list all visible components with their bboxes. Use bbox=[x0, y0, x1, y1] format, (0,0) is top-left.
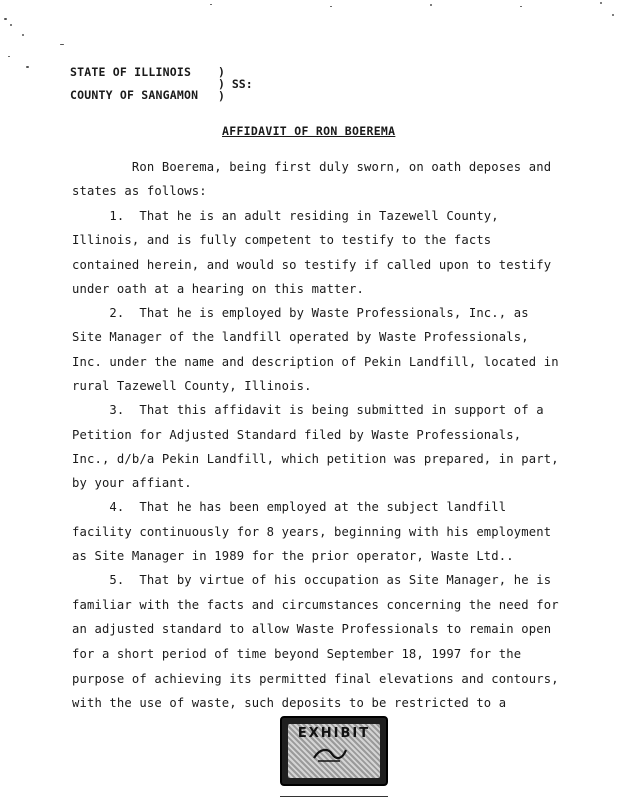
caption-bracket-ss: ) SS: bbox=[218, 77, 253, 91]
body-line: familiar with the facts and circumstances concerning the need for bbox=[72, 598, 559, 612]
state-caption: STATE OF ILLINOIS bbox=[70, 65, 192, 79]
body-line: 1. That he is an adult residing in Tazewell County, bbox=[72, 209, 499, 223]
body-line: Inc. under the name and description of Pekin Landfill, located in bbox=[72, 355, 559, 369]
body-line: with the use of waste, such deposits to be restricted to a bbox=[72, 696, 507, 710]
body-line: rural Tazewell County, Illinois. bbox=[72, 379, 312, 393]
body-line: 4. That he has been employed at the subject landfill bbox=[72, 500, 507, 514]
body-line: Inc., d/b/a Pekin Landfill, which petition was prepared, in part, bbox=[72, 452, 559, 466]
exhibit-label: EXHIBIT bbox=[297, 726, 371, 741]
county-caption: COUNTY OF SANGAMON bbox=[70, 88, 199, 102]
body-line: Illinois, and is fully competent to testify to the facts bbox=[72, 233, 492, 247]
body-line: 3. That this affidavit is being submitted in support of a bbox=[72, 403, 544, 417]
affidavit-title: AFFIDAVIT OF RON BOEREMA bbox=[222, 124, 396, 138]
body-line: 2. That he is employed by Waste Professionals, Inc., as bbox=[72, 306, 529, 320]
body-line: under oath at a hearing on this matter. bbox=[72, 282, 365, 296]
caption-bracket-bottom: ) bbox=[218, 89, 225, 103]
exhibit-mark-icon bbox=[310, 744, 350, 764]
body-line: for a short period of time beyond September 18, 1997 for the bbox=[72, 647, 522, 661]
body-line: contained herein, and would so testify if called upon to testify bbox=[72, 258, 552, 272]
exhibit-rule bbox=[280, 796, 388, 797]
body-line: facility continuously for 8 years, beginning with his employment bbox=[72, 525, 552, 539]
body-line: purpose of achieving its permitted final elevations and contours, bbox=[72, 672, 559, 686]
body-line: states as follows: bbox=[72, 184, 207, 198]
body-line: by your affiant. bbox=[72, 476, 192, 490]
body-line: as Site Manager in 1989 for the prior operator, Waste Ltd.. bbox=[72, 549, 514, 563]
body-line: 5. That by virtue of his occupation as Site Manager, he is bbox=[72, 573, 552, 587]
body-line: Ron Boerema, being first duly sworn, on oath deposes and bbox=[72, 160, 552, 174]
caption-bracket-top: ) bbox=[218, 65, 225, 79]
body-line: Petition for Adjusted Standard filed by Waste Professionals, bbox=[72, 428, 522, 442]
body-line: Site Manager of the landfill operated by Waste Professionals, bbox=[72, 330, 529, 344]
body-line: an adjusted standard to allow Waste Professionals to remain open bbox=[72, 622, 552, 636]
exhibit-stamp bbox=[280, 716, 388, 786]
